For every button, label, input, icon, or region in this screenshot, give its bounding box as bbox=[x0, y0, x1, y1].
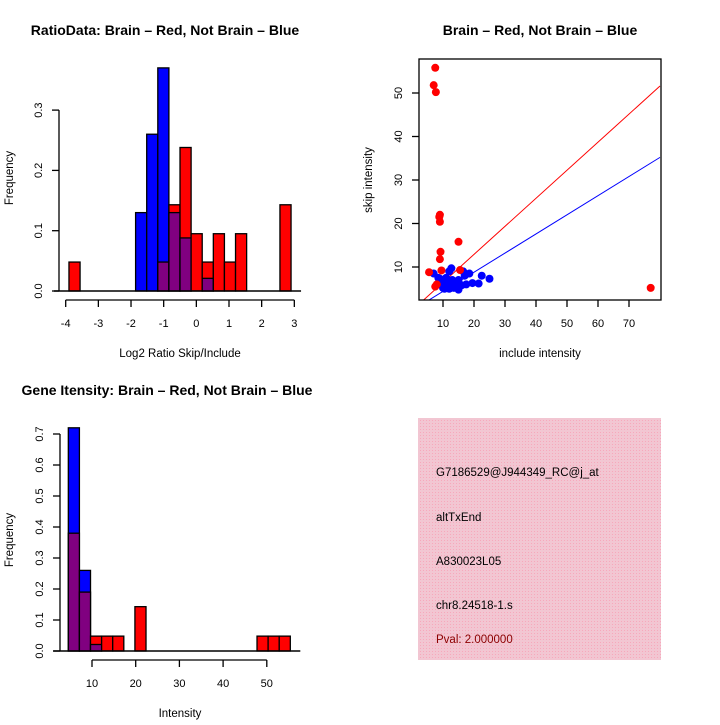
histogram-bar bbox=[257, 636, 268, 651]
histogram-overlap-bar bbox=[169, 213, 180, 291]
ratio-histogram bbox=[4, 22, 301, 360]
scatter-point bbox=[456, 266, 464, 274]
histogram-overlap-bar bbox=[158, 262, 169, 291]
scatter-point bbox=[486, 275, 494, 283]
ratio-histogram-xlabel: Log2 Ratio Skip/Include bbox=[119, 348, 241, 360]
x-tick-label: 10 bbox=[85, 678, 99, 690]
x-tick-label: 50 bbox=[560, 318, 574, 330]
histogram-bar bbox=[102, 636, 113, 651]
gene-intensity-histogram-xlabel: Intensity bbox=[158, 708, 202, 720]
intensity-scatter-ylabel: skip intensity bbox=[363, 147, 375, 213]
y-tick-label: 0.0 bbox=[34, 643, 46, 659]
scatter-point bbox=[437, 248, 445, 256]
histogram-bar bbox=[280, 205, 291, 291]
histogram-overlap-bar bbox=[180, 238, 191, 291]
y-tick-label: 0.6 bbox=[34, 457, 46, 473]
scatter-point bbox=[448, 276, 456, 284]
gene-intensity-histogram-ylabel: Frequency bbox=[4, 512, 16, 568]
intensity-scatter-xlabel: include intensity bbox=[499, 348, 581, 360]
x-tick-label: -2 bbox=[126, 318, 136, 330]
ratio-histogram-ylabel: Frequency bbox=[4, 150, 16, 206]
scatter-point bbox=[431, 283, 439, 291]
info-pval: Pval: 2.000000 bbox=[436, 634, 513, 646]
scatter-point bbox=[475, 280, 483, 288]
scatter-point bbox=[430, 81, 438, 89]
info-locus: chr8.24518-1.s bbox=[436, 600, 513, 612]
histogram-overlap-bar bbox=[91, 644, 102, 651]
x-tick-label: 40 bbox=[216, 678, 230, 690]
scatter-point bbox=[455, 238, 463, 246]
x-tick-label: 40 bbox=[529, 318, 543, 330]
histogram-overlap-bar bbox=[79, 592, 90, 651]
scatter-plot-area bbox=[421, 64, 660, 305]
x-tick-label: 10 bbox=[436, 318, 450, 330]
histogram-bar bbox=[113, 636, 124, 651]
intensity-scatter bbox=[363, 22, 661, 360]
histogram-overlap-bar bbox=[202, 278, 213, 291]
histogram-bar bbox=[279, 636, 290, 651]
x-tick-label: 20 bbox=[129, 678, 142, 690]
x-tick-label: 0 bbox=[193, 318, 200, 330]
histogram-bar bbox=[135, 607, 146, 651]
histogram-bar bbox=[69, 262, 80, 291]
histogram-bar bbox=[268, 636, 279, 651]
y-tick-label: 0.2 bbox=[33, 162, 45, 179]
scatter-point bbox=[437, 266, 445, 274]
ratio-histogram-title: RatioData: Brain – Red, Not Brain – Blue bbox=[30, 22, 300, 38]
y-tick-label: 0.3 bbox=[34, 550, 46, 566]
scatter-point bbox=[436, 218, 444, 226]
y-tick-label: 0.5 bbox=[34, 488, 46, 504]
y-tick-label: 30 bbox=[393, 173, 405, 187]
info-probe: G7186529@J944349_RC@j_at bbox=[436, 467, 599, 479]
scatter-point bbox=[478, 272, 486, 280]
y-tick-label: 40 bbox=[393, 130, 405, 143]
histogram-overlap-bar bbox=[68, 533, 79, 651]
scatter-point bbox=[436, 255, 444, 263]
y-tick-label: 20 bbox=[393, 217, 405, 230]
scatter-point bbox=[432, 88, 440, 96]
x-tick-label: 30 bbox=[173, 678, 186, 690]
y-tick-label: 0.2 bbox=[34, 581, 46, 597]
x-tick-label: -1 bbox=[158, 318, 169, 330]
histogram-bar bbox=[236, 234, 247, 291]
x-tick-label: 1 bbox=[225, 318, 233, 330]
intensity-scatter-title: Brain – Red, Not Brain – Blue bbox=[442, 22, 638, 38]
x-tick-label: 50 bbox=[260, 678, 273, 690]
y-tick-label: 0.7 bbox=[34, 426, 46, 442]
y-tick-label: 0.4 bbox=[34, 519, 46, 535]
y-tick-label: 50 bbox=[393, 86, 405, 100]
gene-intensity-histogram bbox=[4, 382, 313, 720]
gene-intensity-histogram-title: Gene Itensity: Brain – Red, Not Brain – Blue bbox=[21, 382, 313, 398]
scatter-point bbox=[447, 264, 455, 272]
y-tick-label: 10 bbox=[393, 260, 405, 274]
x-tick-label: 3 bbox=[291, 318, 298, 330]
info-gene: A830023L05 bbox=[436, 556, 502, 568]
scatter-point bbox=[458, 281, 466, 289]
x-tick-label: -4 bbox=[60, 318, 71, 330]
histogram-bar bbox=[191, 234, 202, 291]
x-tick-label: -3 bbox=[93, 318, 104, 330]
scatter-point bbox=[465, 270, 473, 278]
scatter-point bbox=[425, 268, 433, 276]
histogram-bar bbox=[147, 134, 158, 291]
x-tick-label: 30 bbox=[498, 318, 512, 330]
histogram-bar bbox=[224, 262, 235, 291]
y-tick-label: 0.1 bbox=[33, 223, 45, 239]
x-tick-label: 60 bbox=[591, 318, 605, 330]
info-event: altTxEnd bbox=[436, 512, 482, 524]
info-panel bbox=[418, 418, 661, 660]
scatter-point bbox=[431, 64, 439, 72]
info-panel-background bbox=[418, 418, 661, 660]
histogram-bar bbox=[158, 68, 169, 291]
histogram-bar bbox=[136, 213, 147, 291]
y-tick-label: 0.1 bbox=[34, 612, 46, 628]
x-tick-label: 70 bbox=[622, 318, 636, 330]
x-tick-label: 2 bbox=[258, 318, 265, 330]
y-tick-label: 0.3 bbox=[33, 102, 45, 118]
histogram-bar bbox=[213, 234, 224, 291]
scatter-point bbox=[647, 284, 655, 292]
x-tick-label: 20 bbox=[467, 318, 481, 330]
y-tick-label: 0.0 bbox=[33, 283, 45, 299]
